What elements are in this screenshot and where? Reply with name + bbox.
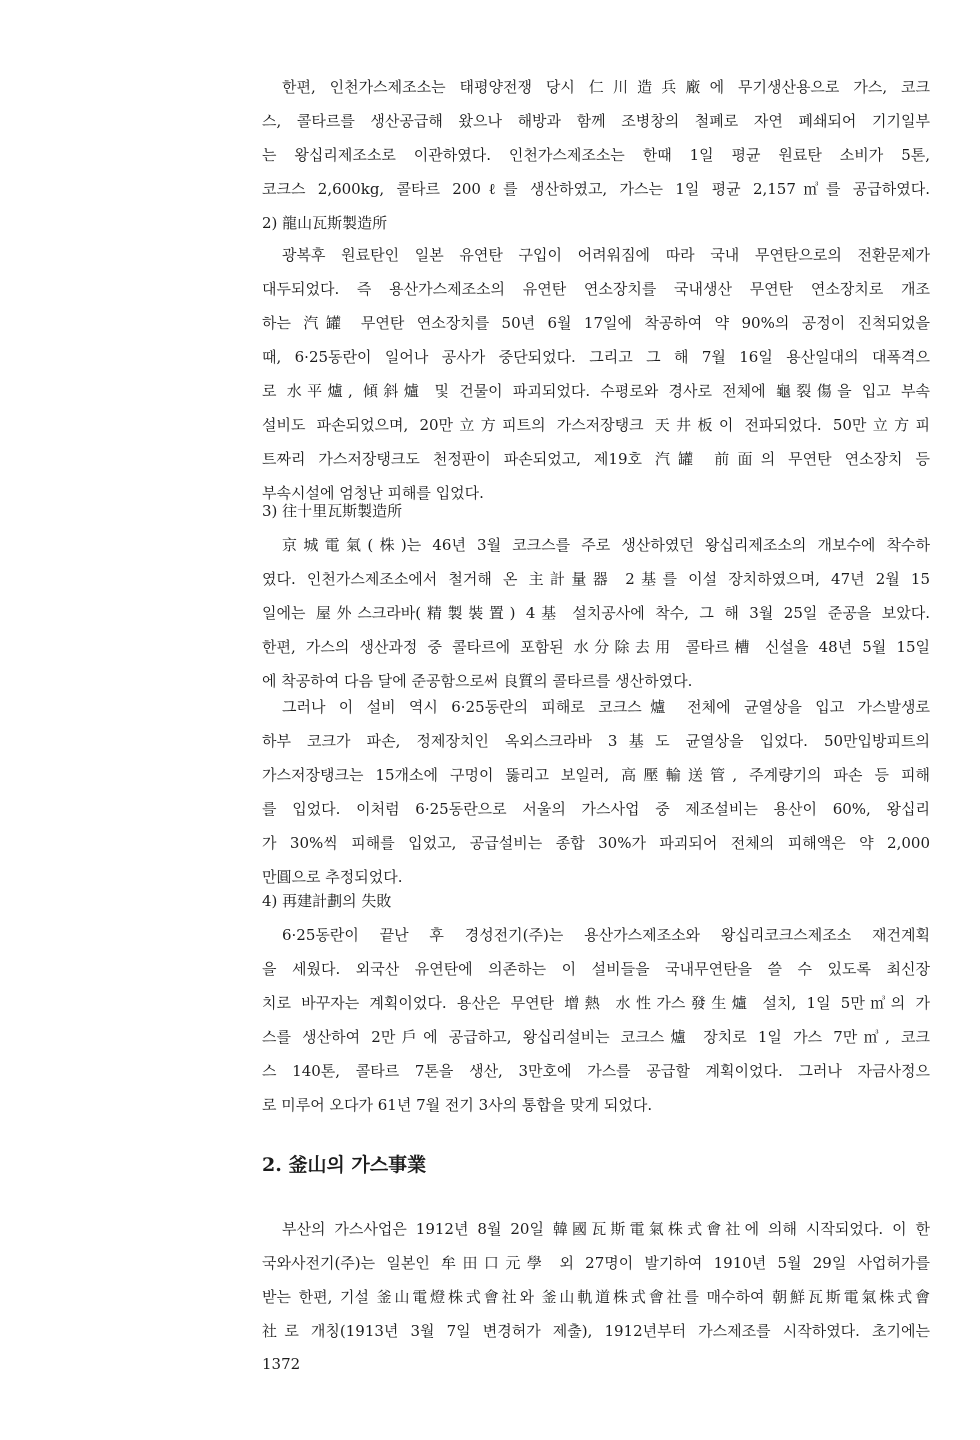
paragraph-line: 국와사전기(주)는 일본인 牟田口元學 외 27명이 발기하여 1910년 5월 29일 사업허가를 bbox=[262, 1254, 930, 1272]
paragraph-line: 만圓으로 추정되었다. bbox=[262, 868, 403, 886]
paragraph-line: 가 30%씩 피해를 입었고, 공급설비는 종합 30%가 파괴되어 전체의 피해액은 약 2,000 bbox=[262, 834, 930, 852]
paragraph-line: 부산의 가스사업은 1912년 8월 20일 韓國瓦斯電氣株式會社에 의해 시작되었다. 이 한 bbox=[282, 1220, 930, 1238]
reconstruction-paragraph bbox=[262, 918, 930, 1122]
paragraph-line: 스를 생산하여 2만戶에 공급하고, 왕십리설비는 코크스爐 장치로 1일 가스 7만㎥, 코크 bbox=[262, 1028, 930, 1046]
paragraph-line: 대두되었다. 즉 용산가스제조소의 유연탄 연소장치를 국내생산 무연탄 연소장치로 개조 bbox=[262, 280, 930, 298]
subsection-yongsan bbox=[262, 206, 930, 240]
paragraph-line: 였다. 인천가스제조소에서 철거해 온 主計量器 2基를 이설 장치하였으며, 47년 2월 15 bbox=[262, 570, 930, 588]
paragraph-line: 하는 汽罐 무연탄 연소장치를 50년 6월 17일에 착공하여 약 90%의 공정이 진척되었을 bbox=[262, 314, 930, 332]
paragraph-line: 한편, 가스의 생산과정 중 콜타르에 포함된 水分除去用 콜타르槽 신설을 48년 5월 15일 bbox=[262, 638, 930, 656]
paragraph-line: 설비도 파손되었으며, 20만立方피트의 가스저장탱크 天井板이 전파되었다. 50만立方피 bbox=[262, 416, 930, 434]
paragraph-line: 때, 6·25동란이 일어나 공사가 중단되었다. 그리고 그 해 7월 16일 용산일대의 대폭격으 bbox=[262, 348, 930, 366]
paragraph-line: 광복후 원료탄인 일본 유연탄 구입이 어려워짐에 따라 국내 무연탄으로의 전환문제가 bbox=[282, 246, 930, 264]
paragraph-line: 가스저장탱크는 15개소에 구멍이 뚫리고 보일러, 高壓輸送管, 주계량기의 파손 등 피해 bbox=[262, 766, 930, 784]
paragraph-line: 로 水平爐, 傾斜爐 및 건물이 파괴되었다. 수평로와 경사로 전체에 龜裂傷을 입고 부속 bbox=[262, 382, 930, 400]
paragraph-line: 을 세웠다. 외국산 유연탄에 의존하는 이 설비들을 국내무연탄을 쓸 수 있도록 최신장 bbox=[262, 960, 930, 978]
paragraph-line: 에 착공하여 다음 달에 준공함으로써 良質의 콜타르를 생산하였다. bbox=[262, 672, 693, 690]
paragraph-line: 일에는 屋外스크라바(精製裝置) 4基 설치공사에 착수, 그 해 3월 25일 준공을 보았다. bbox=[262, 604, 930, 622]
section-title: 2. 釜山의 가스事業 bbox=[262, 1154, 427, 1176]
paragraph-line: 부속시설에 엄청난 피해를 입었다. bbox=[262, 484, 484, 502]
paragraph-line: 6·25동란이 끝난 후 경성전기(주)는 용산가스제조소와 왕십리코크스제조소 재건계획 bbox=[282, 926, 930, 944]
paragraph-line: 로 미루어 오다가 61년 7월 전기 3사의 통합을 맞게 되었다. bbox=[262, 1096, 653, 1114]
yongsan-paragraph bbox=[262, 238, 930, 510]
wangsimni-paragraph-2 bbox=[262, 690, 930, 894]
page-number: 1372 bbox=[262, 1355, 301, 1373]
paragraph-line: 하부 코크가 파손, 정제장치인 옥외스크라바 3基도 균열상을 입었다. 50만입방피트의 bbox=[262, 732, 930, 750]
subsection-heading: 4) 再建計劃의 失敗 bbox=[262, 892, 392, 910]
busan-paragraph bbox=[262, 1212, 930, 1348]
paragraph-line: 한편, 인천가스제조소는 태평양전쟁 당시 仁川造兵廠에 무기생산용으로 가스, 코크 bbox=[282, 78, 930, 96]
paragraph-line: 받는 한편, 기설 釜山電燈株式會社와 釜山軌道株式會社를 매수하여 朝鮮瓦斯電氣株式會 bbox=[262, 1288, 930, 1306]
subsection-heading: 2) 龍山瓦斯製造所 bbox=[262, 214, 388, 232]
paragraph-line: 를 입었다. 이처럼 6·25동란으로 서울의 가스사업 중 제조설비는 용산이 60%, 왕십리 bbox=[262, 800, 930, 818]
paragraph-line: 트짜리 가스저장탱크도 천정판이 파손되었고, 제19호 汽罐 前面의 무연탄 연소장치 등 bbox=[262, 450, 930, 468]
paragraph-line: 스, 콜타르를 생산공급해 왔으나 해방과 함께 조병창의 철폐로 자연 폐쇄되어 기기일부 bbox=[262, 112, 930, 130]
wangsimni-paragraph-1 bbox=[262, 528, 930, 698]
subsection-reconstruction bbox=[262, 884, 930, 918]
subsection-heading: 3) 往十里瓦斯製造所 bbox=[262, 502, 403, 520]
intro-paragraph bbox=[262, 70, 930, 206]
paragraph-line: 스 140톤, 콜타르 7톤을 생산, 3만호에 가스를 공급할 계획이었다. 그러나 자금사정으 bbox=[262, 1062, 930, 1080]
paragraph-line: 京城電氣(株)는 46년 3월 코크스를 주로 생산하였던 왕십리제조소의 개보수에 착수하 bbox=[282, 536, 930, 554]
paragraph-line: 는 왕십리제조소로 이관하였다. 인천가스제조소는 한때 1일 평균 원료탄 소비가 5톤, bbox=[262, 146, 930, 164]
paragraph-line: 社로 개칭(1913년 3월 7일 변경허가 제출), 1912년부터 가스제조를 시작하였다. 초기에는 bbox=[262, 1322, 930, 1340]
paragraph-line: 치로 바꾸자는 계획이었다. 용산은 무연탄 增熱 水性가스發生爐 설치, 1일 5만㎥의 가 bbox=[262, 994, 930, 1012]
paragraph-line: 그러나 이 설비 역시 6·25동란의 피해로 코크스爐 전체에 균열상을 입고 가스발생로 bbox=[282, 698, 930, 716]
subsection-wangsimni bbox=[262, 494, 930, 528]
paragraph-line: 코크스 2,600kg, 콜타르 200ℓ를 생산하였고, 가스는 1일 평균 2,157㎥를 공급하였다. bbox=[262, 180, 930, 198]
